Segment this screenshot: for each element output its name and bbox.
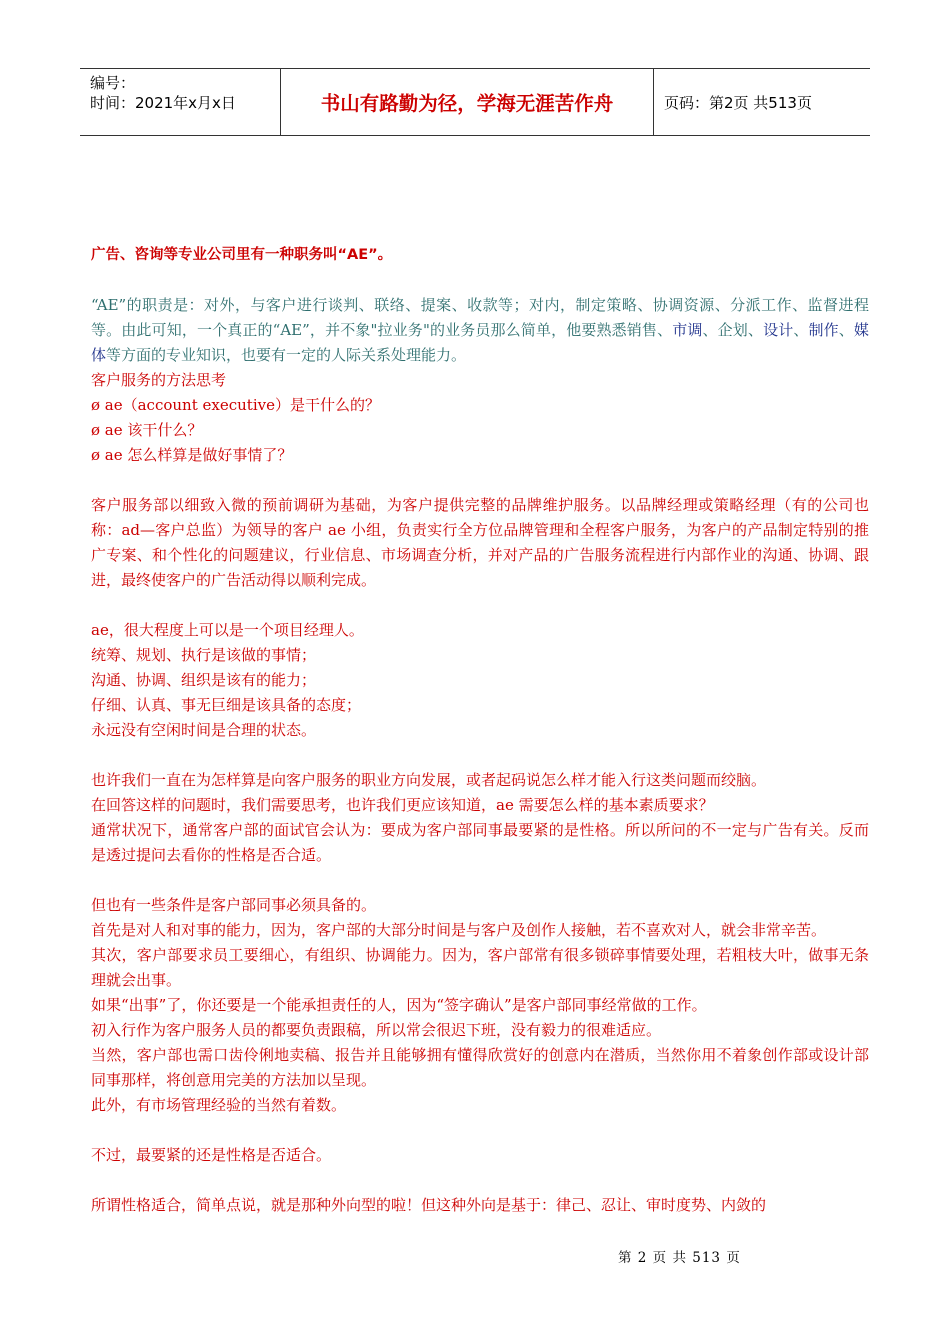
lead-heading: 广告、咨询等专业公司里有一种职务叫“AE”。 — [91, 247, 393, 263]
question-title: 客户服务的方法思考 — [91, 371, 227, 389]
header-meta — [80, 69, 280, 135]
text-line: 初入行作为客户服务人员的都要负责跟稿，所以常会很迟下班，没有毅力的很难适应。 — [91, 1021, 662, 1039]
ae-duties-paragraph: “AE”的职责是：对外，与客户进行谈判、联络、提案、收款等；对内，制定策略、协调资源、分派工作、监督进程等。由此可知，一个真正的“AE”，并不象"拉业务"的业务员那么简单，他要熟悉销售、市调、企划、设计、制作、媒体等方面的专业知识，也要有一定的人际关系处理能力。 — [91, 296, 869, 364]
link-production[interactable]: 制作 — [808, 321, 839, 339]
question-item: ø ae（account executive）是干什么的？ — [91, 396, 380, 414]
link-media[interactable]: 媒体 — [91, 321, 869, 364]
header-page-number: 页码：第2页 共513页 — [664, 93, 812, 112]
text-line: 其次，客户部要求员工要细心，有组织、协调能力。因为，客户部常有很多锁碎事情要处理，若粗枝大叶，做事无条理就会出事。 — [91, 946, 869, 989]
text-line: 当然，客户部也需口齿伶俐地卖稿、报告并且能够拥有懂得欣赏好的创意内在潜质，当然你用不着象创作部或设计部同事那样，将创意用完美的方法加以呈现。 — [91, 1046, 869, 1089]
text-line: 沟通、协调、组织是该有的能力； — [91, 671, 317, 689]
text-line: ae，很大程度上可以是一个项目经理人。 — [91, 621, 364, 639]
text-line: 永远没有空闲时间是合理的状态。 — [91, 721, 317, 739]
document-number: 编号： — [90, 74, 136, 92]
question-item: ø ae 该干什么？ — [91, 421, 203, 439]
page-header — [80, 68, 870, 136]
page-footer — [618, 1246, 741, 1266]
document-body — [91, 243, 869, 1218]
text-line: 首先是对人和对事的能力，因为，客户部的大部分时间是与客户及创作人接触，若不喜欢对人，就会非常辛苦。 — [91, 921, 827, 939]
text-line: 所谓性格适合，简单点说，就是那种外向型的啦！但这种外向是基于：律己、忍让、审时度势、内敛的 — [91, 1196, 767, 1214]
footer-page-number: 第 2 页 共 513 页 — [618, 1250, 741, 1266]
text-line: 通常状况下，通常客户部的面试官会认为：要成为客户部同事最要紧的是性格。所以所问的不一定与广告有关。反而是透过提问去看你的性格是否合适。 — [91, 821, 869, 864]
header-motto — [280, 69, 654, 135]
service-dept-paragraph: 客户服务部以细致入微的预前调研为基础，为客户提供完整的品牌维护服务。以品牌经理或策略经理（有的公司也称：ad—客户总监）为领导的客户 ae 小组，负责实行全方位品牌管理和全程客户服务，为客户的产品制定特别的推广专案、和个性化的问题建议，行业信息、市场调查分析，并对产品的广告服务流程进行内部作业的沟通、协调、跟进，最终使客户的广告活动得以顺利完成。 — [91, 496, 869, 589]
text-line: 统筹、规划、执行是该做的事情； — [91, 646, 317, 664]
text-line: 仔细、认真、事无巨细是该具备的态度； — [91, 696, 362, 714]
text-line: 如果“出事”了，你还要是一个能承担责任的人，因为“签字确认”是客户部同事经常做的工作。 — [91, 996, 707, 1014]
text-line: 在回答这样的问题时，我们需要思考，也许我们更应该知道，ae 需要怎么样的基本素质要求？ — [91, 796, 714, 814]
text-line: 不过，最要紧的还是性格是否适合。 — [91, 1146, 332, 1164]
question-item: ø ae 怎么样算是做好事情了？ — [91, 446, 293, 464]
document-date: 时间：2021年x月x日 — [90, 94, 236, 112]
text-line: 此外，有市场管理经验的当然有着数。 — [91, 1096, 347, 1114]
link-market-research[interactable]: 市调 — [672, 321, 703, 339]
link-design[interactable]: 设计 — [763, 321, 794, 339]
motto-text: 书山有路勤为径，学海无涯苦作舟 — [320, 92, 614, 115]
text-line: 也许我们一直在为怎样算是向客户服务的职业方向发展，或者起码说怎么样才能入行这类问题而绞脑。 — [91, 771, 767, 789]
text-line: 但也有一些条件是客户部同事必须具备的。 — [91, 896, 377, 914]
header-page-info — [654, 69, 870, 135]
